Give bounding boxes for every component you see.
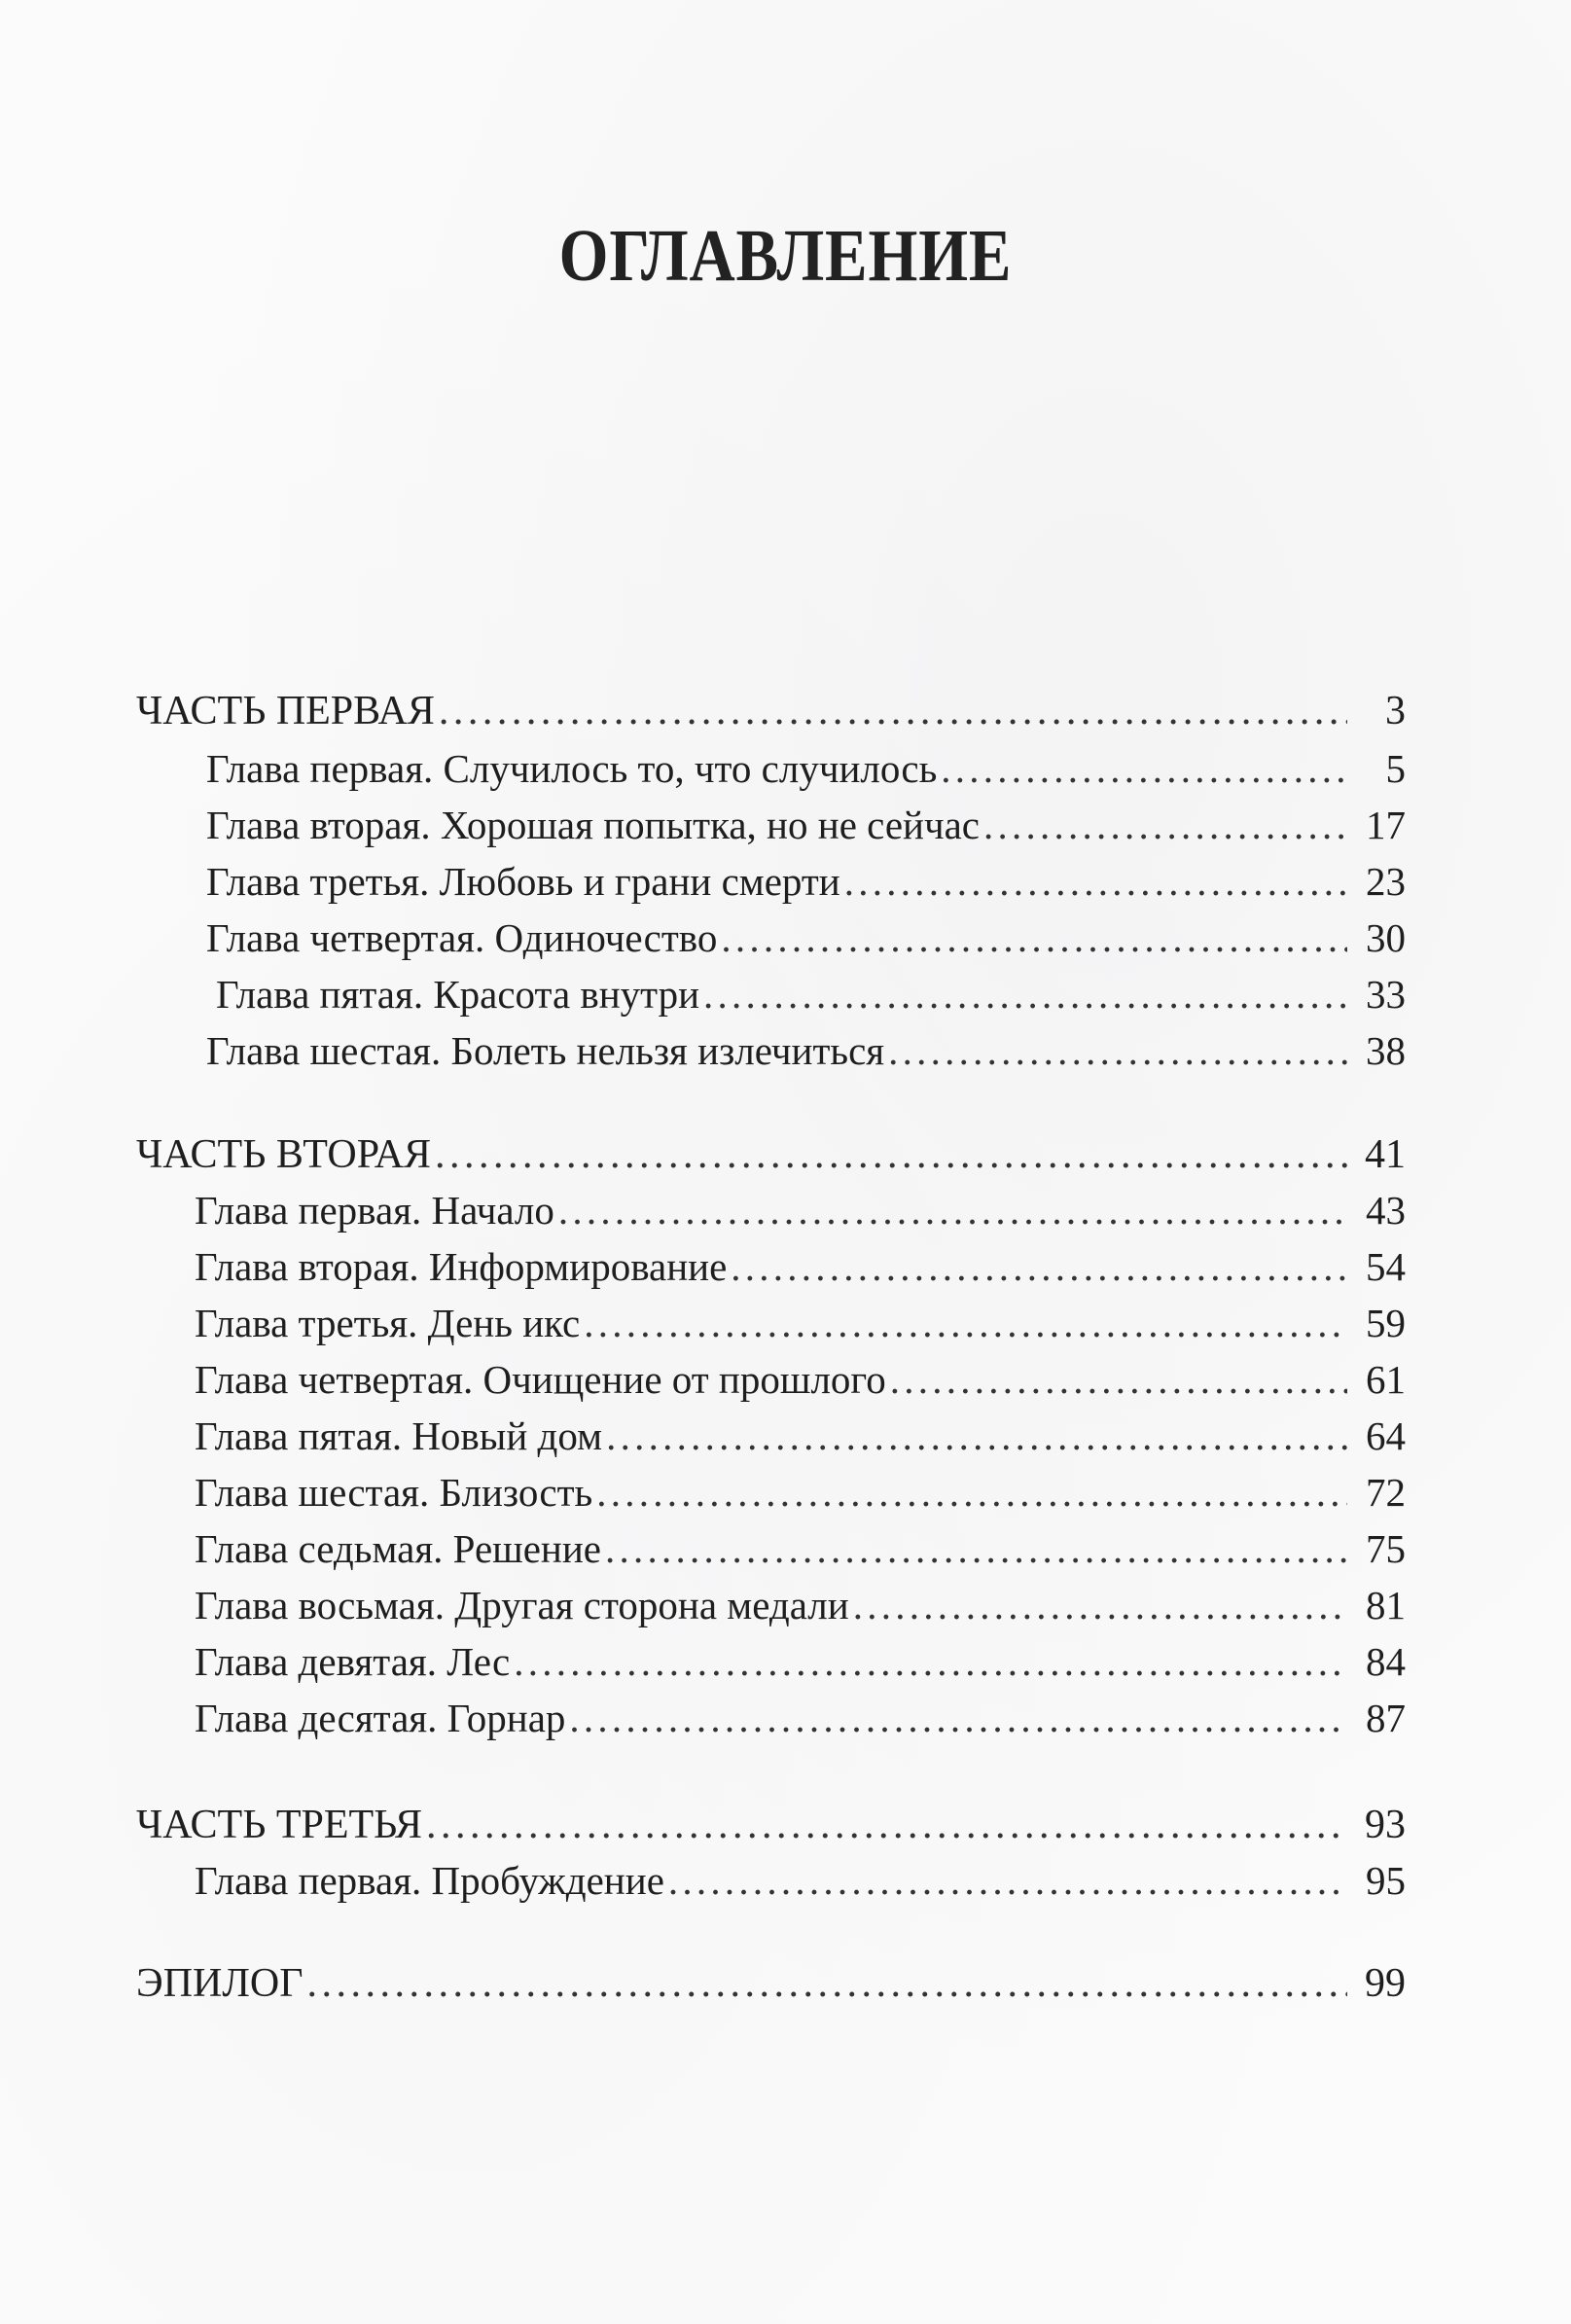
dot-leader (596, 1473, 1347, 1513)
toc-page-number: 43 (1366, 1188, 1406, 1233)
toc-chapter[interactable] (195, 1698, 1406, 1738)
dot-leader (426, 1805, 1347, 1845)
toc-page-number: 30 (1366, 915, 1406, 960)
toc-part-1[interactable] (136, 691, 1406, 732)
dot-leader (307, 1963, 1348, 2004)
toc-chapter[interactable] (195, 1244, 1406, 1289)
toc-chapter-label: Глава первая. Случилось то, что случилось (206, 746, 938, 791)
toc-chapter-label: Глава первая. Пробуждение (195, 1858, 664, 1903)
toc-part-label: ЧАСТЬ ТРЕТЬЯ (136, 1803, 423, 1847)
toc-page-number: 64 (1366, 1413, 1406, 1458)
toc-page-number: 41 (1365, 1132, 1406, 1177)
toc-page-number: 33 (1366, 972, 1406, 1017)
dot-leader (606, 1416, 1347, 1456)
toc-chapter[interactable] (206, 859, 1406, 904)
toc-page-number: 95 (1366, 1858, 1406, 1903)
toc-chapter[interactable] (195, 1301, 1406, 1345)
toc-page-number: 93 (1365, 1803, 1406, 1847)
toc-chapter-label: Глава десятая. Горнар (195, 1696, 566, 1740)
toc-epilogue-label: ЭПИЛОГ (136, 1961, 303, 2006)
toc-chapter[interactable] (206, 915, 1406, 960)
dot-leader (435, 1134, 1347, 1175)
dot-leader (983, 805, 1347, 845)
toc-chapter-label: Глава шестая. Болеть нельзя излечиться (206, 1028, 885, 1073)
toc-part-2[interactable] (136, 1134, 1406, 1175)
toc-page-number: 38 (1366, 1028, 1406, 1073)
toc-chapter[interactable] (195, 1639, 1406, 1684)
toc-chapter[interactable] (206, 1028, 1406, 1073)
toc-chapter-label: Глава третья. День икс (195, 1301, 581, 1345)
dot-leader (721, 918, 1347, 958)
toc-page-number: 5 (1385, 746, 1406, 791)
toc-chapter[interactable] (195, 1188, 1406, 1233)
dot-leader (668, 1861, 1347, 1901)
dot-leader (584, 1304, 1347, 1343)
toc-chapter[interactable] (195, 1413, 1406, 1458)
toc-chapter-label: Глава шестая. Близость (195, 1470, 593, 1515)
dot-leader (844, 862, 1347, 902)
dot-leader (941, 749, 1347, 789)
toc-page-number: 81 (1366, 1583, 1406, 1627)
toc-chapter-label: Глава вторая. Информирование (195, 1244, 728, 1289)
toc-chapter-label: Глава первая. Начало (195, 1188, 554, 1233)
dot-leader (605, 1529, 1347, 1569)
toc-chapter-label: Глава девятая. Лес (195, 1639, 511, 1684)
dot-leader (703, 975, 1347, 1015)
toc-page-number: 99 (1365, 1961, 1406, 2006)
toc-page-number: 87 (1366, 1696, 1406, 1740)
toc-chapter-label: Глава четвертая. Очищение от прошлого (195, 1357, 886, 1402)
toc-chapter-label: Глава пятая. Красота внутри (216, 972, 700, 1017)
dot-leader (731, 1247, 1347, 1287)
toc-chapter[interactable] (195, 1526, 1406, 1571)
toc-chapter-label: Глава вторая. Хорошая попытка, но не сейчас (206, 803, 980, 847)
toc-chapter-label: Глава четвертая. Одиночество (206, 915, 718, 960)
toc-chapter-label: Глава седьмая. Решение (195, 1526, 601, 1571)
toc-chapter[interactable] (195, 1470, 1406, 1515)
toc-page-number: 3 (1385, 689, 1406, 733)
toc-chapter[interactable] (206, 805, 1406, 845)
toc-page-number: 61 (1366, 1357, 1406, 1402)
toc-chapter-label: Глава восьмая. Другая сторона медали (195, 1583, 849, 1627)
dot-leader (514, 1642, 1347, 1682)
toc-chapter[interactable] (195, 1583, 1406, 1627)
toc-page-number: 23 (1366, 859, 1406, 904)
toc-chapter-label: Глава третья. Любовь и грани смерти (206, 859, 840, 904)
toc-chapter-label: Глава пятая. Новый дом (195, 1413, 603, 1458)
toc-epilogue[interactable] (136, 1963, 1406, 2004)
toc-part-label: ЧАСТЬ ВТОРАЯ (136, 1132, 432, 1177)
dot-leader (569, 1698, 1347, 1738)
toc-chapter[interactable] (206, 746, 1406, 791)
dot-leader (890, 1360, 1347, 1400)
toc-page-number: 54 (1366, 1244, 1406, 1289)
toc-part-3[interactable] (136, 1805, 1406, 1845)
toc-part-label: ЧАСТЬ ПЕРВАЯ (136, 689, 435, 733)
toc-page-number: 84 (1366, 1639, 1406, 1684)
toc-page-number: 72 (1366, 1470, 1406, 1515)
page-title: ОГЛАВЛЕНИЕ (558, 215, 1013, 297)
toc-chapter[interactable] (195, 1357, 1406, 1402)
toc-chapter[interactable] (216, 972, 1406, 1017)
dot-leader (853, 1586, 1347, 1626)
dot-leader (439, 691, 1347, 732)
dot-leader (888, 1031, 1347, 1071)
toc-page-number: 17 (1366, 803, 1406, 847)
toc-page-number: 59 (1366, 1301, 1406, 1345)
dot-leader (558, 1191, 1347, 1231)
toc-chapter[interactable] (195, 1858, 1406, 1903)
toc-page-number: 75 (1366, 1526, 1406, 1571)
